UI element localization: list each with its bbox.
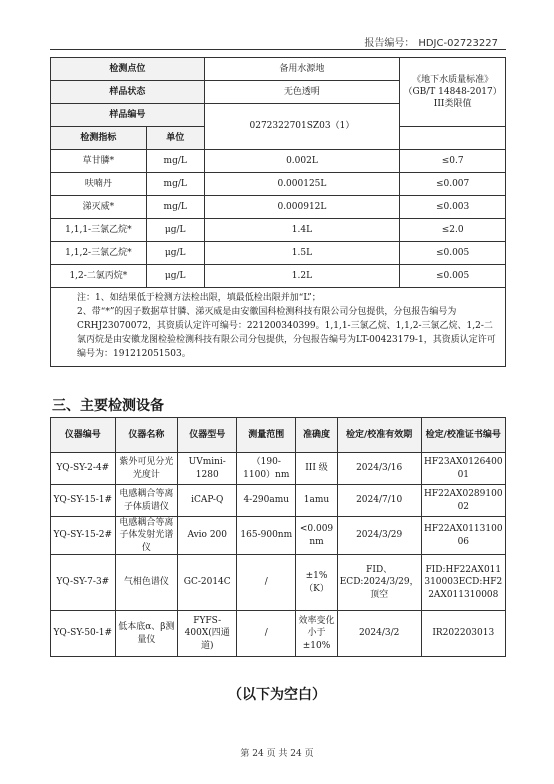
result-value-cell: 1.5L [204,242,400,265]
result-unit-cell: mg/L [146,196,204,219]
report-number-value: HDJC-02723227 [418,38,498,49]
result-name-cell: 1,1,1-三氯乙烷* [51,219,147,242]
equipment-cell: YQ-SY-15-2# [51,517,116,555]
equipment-header-cell: 检定/校准有效期 [337,418,421,453]
result-limit-cell: ≤0.003 [400,196,506,219]
result-limit-cell: ≤2.0 [400,219,506,242]
equipment-cell: HF22AX011310006 [421,517,505,555]
equipment-row [51,485,506,517]
equipment-cell: 2024/3/29 [337,517,421,555]
note-line-1: 注：1、如结果低于检测方法检出限，填最低检出限并加“L”； [77,293,321,303]
sample-value: 0272322701SZ03（1） [204,104,400,150]
equipment-header-row [51,418,506,453]
result-name-cell: 1,2-二氯丙烷* [51,265,147,288]
result-name-cell: 1,1,2-三氯乙烷* [51,242,147,265]
equipment-header-cell: 仪器编号 [51,418,116,453]
result-row [51,173,506,196]
result-value-cell: 0.002L [204,150,400,173]
equipment-cell: FYFS-400X(四通道) [178,611,237,657]
equipment-cell: YQ-SY-15-1# [51,485,116,517]
equipment-cell: FID、ECD:2024/3/29，顶空 [337,555,421,611]
equipment-cell: YQ-SY-2-4# [51,453,116,485]
equipment-cell: Avio 200 [178,517,237,555]
result-unit-cell: mg/L [146,173,204,196]
equipment-cell: （190-1100）nm [237,453,296,485]
equipment-row [51,453,506,485]
equipment-header-cell: 仪器型号 [178,418,237,453]
equipment-cell: UVmini-1280 [178,453,237,485]
equipment-cell: / [237,555,296,611]
result-row [51,265,506,288]
result-row [51,196,506,219]
equipment-cell: HF22AX028910002 [421,485,505,517]
result-name-cell: 涕灭威* [51,196,147,219]
result-name-cell: 呋喃丹 [51,173,147,196]
state-value: 无色透明 [204,81,400,104]
blank-marker: （以下为空白） [228,687,326,703]
equipment-cell: iCAP-Q [178,485,237,517]
result-name-cell: 草甘膦* [51,150,147,173]
results-table [50,57,506,367]
result-value-cell: 0.000912L [204,196,400,219]
result-limit-cell: ≤0.7 [400,150,506,173]
result-value-cell: 1.4L [204,219,400,242]
equipment-header-cell: 仪器名称 [115,418,178,453]
notes-cell [51,288,506,367]
result-limit-cell: ≤0.007 [400,173,506,196]
result-limit-cell: ≤0.005 [400,242,506,265]
equipment-cell: 2024/7/10 [337,485,421,517]
report-number-label: 报告编号： [364,38,415,49]
indicator-header: 检测指标 [51,127,147,150]
page-number: 第 24 页 共 24 页 [240,749,314,759]
equipment-cell: III 级 [296,453,337,485]
equipment-cell: 1amu [296,485,337,517]
equipment-header-cell: 测量范围 [237,418,296,453]
equipment-cell: 4-290amu [237,485,296,517]
result-unit-cell: μg/L [146,265,204,288]
result-row [51,242,506,265]
standard-continue-cell [400,127,506,150]
unit-header: 单位 [146,127,204,150]
result-unit-cell: μg/L [146,242,204,265]
equipment-row [51,517,506,555]
equipment-cell: 165-900nm [237,517,296,555]
result-value-cell: 0.000125L [204,173,400,196]
header-rule [50,49,506,50]
equipment-row [51,611,506,657]
equipment-cell: IR202203013 [421,611,505,657]
equipment-cell: 低本底α、β测量仪 [115,611,178,657]
result-limit-cell: ≤0.005 [400,265,506,288]
section-title: 三、主要检测设备 [52,398,164,414]
standard-cell: 《地下水质量标准》（GB/T 14848-2017）III类限值 [400,58,506,127]
equipment-cell: 电感耦合等离子体发射光谱仪 [115,517,178,555]
equipment-cell: 2024/3/2 [337,611,421,657]
result-row [51,150,506,173]
note-line-2: 2、带“*”的因子数据草甘膦、涕灭威是由安徽国科检测科技有限公司分包提供，分包报告编号为CRHJ23070072，其资质认定许可编号：221200340399。1,1,1-三氯乙烷、1,1,2-三氯乙烷、1,2-二氯丙烷是由安徽龙图检验检测科技有限公司分包提供，分包报告编号为LT-00423179-1，其资质认定许可编号为：191212051503。 [77,306,496,359]
equipment-header-cell: 准确度 [296,418,337,453]
equipment-cell: HF23AX012640001 [421,453,505,485]
equipment-cell: GC-2014C [178,555,237,611]
equipment-header-cell: 检定/校准证书编号 [421,418,505,453]
equipment-cell: YQ-SY-7-3# [51,555,116,611]
equipment-cell: ±1%（K） [296,555,337,611]
result-row [51,219,506,242]
equipment-table [50,417,506,657]
state-label: 样品状态 [51,81,205,104]
result-value-cell: 1.2L [204,265,400,288]
equipment-cell: 气相色谱仪 [115,555,178,611]
sample-label: 样品编号 [51,104,205,127]
result-unit-cell: mg/L [146,150,204,173]
equipment-cell: 紫外可见分光光度计 [115,453,178,485]
report-number [364,34,498,49]
equipment-cell: <0.009 nm [296,517,337,555]
equipment-row [51,555,506,611]
equipment-cell: 电感耦合等离子体质谱仪 [115,485,178,517]
equipment-cell: 2024/3/16 [337,453,421,485]
point-value: 备用水源地 [204,58,400,81]
equipment-cell: YQ-SY-50-1# [51,611,116,657]
point-label: 检测点位 [51,58,205,81]
result-unit-cell: μg/L [146,219,204,242]
equipment-cell: 效率变化小于±10% [296,611,337,657]
equipment-cell: FID:HF22AX011310003ECD:HF22AX011310008 [421,555,505,611]
equipment-cell: / [237,611,296,657]
